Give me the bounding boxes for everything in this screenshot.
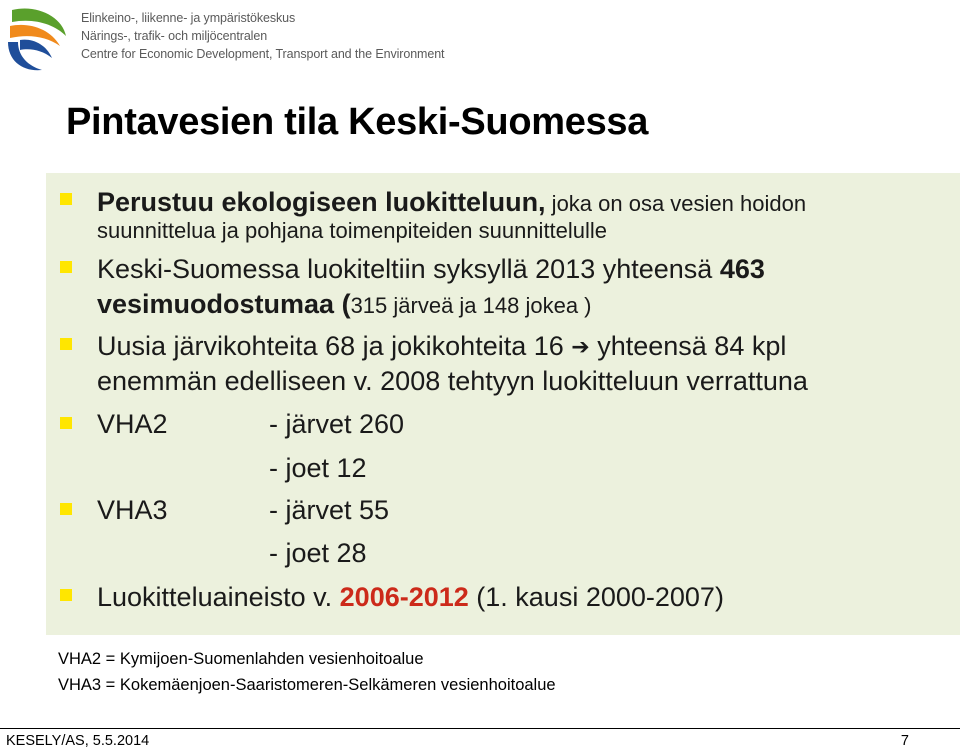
bullet-3-rest: yhteensä 84 kpl (589, 331, 787, 361)
bullet-3-line-2: enemmän edelliseen v. 2008 tehtyyn luokitteluun verrattuna (97, 366, 808, 396)
bullet-6-line (97, 582, 724, 613)
vha3-lakes: - järvet 55 (269, 495, 390, 525)
slide-title: Pintavesien tila Keski-Suomessa (66, 101, 649, 143)
bullet-marker (60, 261, 72, 273)
bullet-2-line-1 (97, 254, 765, 285)
footnote-vha2: VHA2 = Kymijoen-Suomenlahden vesienhoitoalue (58, 650, 424, 668)
vha3-label: VHA3 (97, 495, 168, 525)
bullet-3-line-1 (97, 331, 786, 362)
org-name-english: Centre for Economic Development, Transport and the Environment (81, 47, 445, 61)
bullet-list-box (46, 173, 960, 635)
org-name-finnish: Elinkeino-, liikenne- ja ympäristökeskus (81, 11, 296, 25)
footnote-vha3: VHA3 = Kokemäenjoen-Saaristomeren-Selkämeren vesienhoitoalue (58, 676, 556, 694)
vha2-label: VHA2 (97, 409, 168, 439)
footer-author-date: KESELY/AS, 5.5.2014 (6, 733, 150, 749)
bullet-1-rest: joka on osa vesien hoidon (545, 191, 807, 216)
bullet-2-rest: 315 järveä ja 148 jokea ) (350, 293, 592, 318)
footer-divider (0, 728, 960, 729)
bullet-6-rest: (1. kausi 2000-2007) (468, 582, 724, 612)
bullet-marker (60, 503, 72, 515)
bullet-1-bold: Perustuu ekologiseen luokitteluun, (97, 187, 546, 217)
bullet-marker (60, 417, 72, 429)
bullet-2-total: 463 (719, 254, 765, 284)
organization-name (81, 9, 444, 63)
bullet-2-bold: vesimuodostumaa ( (97, 289, 351, 319)
bullet-1-line-1 (97, 187, 806, 218)
bullet-1-line-2: suunnittelua ja pohjana toimenpiteiden suunnittelulle (97, 218, 608, 243)
bullet-3-text: Uusia järvikohteita 68 ja jokikohteita 16 (97, 331, 572, 361)
arrow-right-icon: ➔ (571, 334, 590, 359)
vha3-rivers: - joet 28 (269, 538, 367, 568)
vha2-lakes: - järvet 260 (269, 409, 405, 439)
bullet-2-text: Keski-Suomessa luokiteltiin syksyllä 2013 yhteensä (97, 254, 720, 284)
bullet-2-line-2 (97, 289, 592, 320)
footnotes (58, 646, 556, 698)
page-number: 7 (900, 733, 909, 749)
ely-logo-icon (6, 6, 70, 72)
vha2-rivers: - joet 12 (269, 453, 367, 483)
bullet-marker (60, 589, 72, 601)
bullet-marker (60, 338, 72, 350)
slide-header (0, 0, 960, 78)
bullet-6-period: 2006-2012 (339, 582, 469, 612)
bullet-marker (60, 193, 72, 205)
org-name-swedish: Närings-, trafik- och miljöcentralen (81, 29, 268, 43)
bullet-6-text: Luokitteluaineisto v. (97, 582, 340, 612)
